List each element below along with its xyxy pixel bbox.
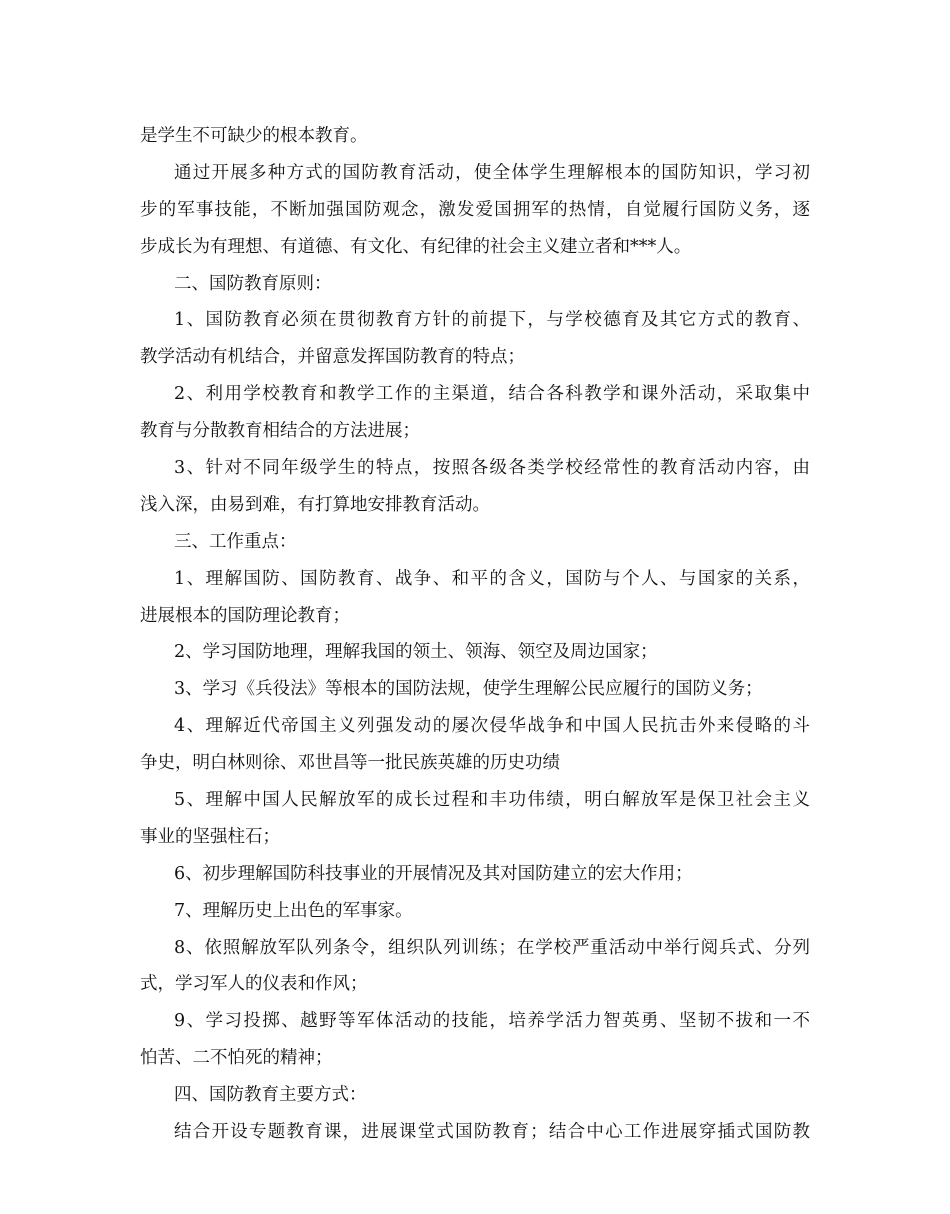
paragraph-line: 3、学习《兵役法》等根本的国防法规，使学生理解公民应履行的国防义务； — [174, 679, 763, 700]
paragraph-line: 结合开设专题教育课，进展课堂式国防教育；结合中心工作进展穿插式国防教 — [174, 1122, 810, 1143]
paragraph-line: 步的军事技能，不断加强国防观念，激发爱国拥军的热情，自觉履行国防义务，逐 — [140, 199, 810, 220]
paragraph-line: 7、理解历史上出色的军事家。 — [174, 900, 413, 921]
section-heading: 四、国防教育主要方式： — [174, 1085, 367, 1106]
paragraph-line: 怕苦、二不怕死的精神； — [140, 1048, 333, 1069]
paragraph-line: 3、针对不同年级学生的特点，按照各级各类学校经常性的教育活动内容，由 — [174, 458, 810, 479]
paragraph-line: 教育与分散教育相结合的方法进展； — [140, 421, 420, 442]
section-heading: 三、工作重点： — [174, 531, 297, 552]
paragraph-line: 步成长为有理想、有道德、有文化、有纪律的社会主义建立者和***人。 — [140, 236, 692, 257]
paragraph-line: 式，学习军人的仪表和作风； — [140, 974, 368, 995]
section-heading: 二、国防教育原则： — [174, 273, 332, 294]
paragraph-line: 9、学习投掷、越野等军体活动的技能，培养学活力智英勇、坚韧不拔和一不 — [174, 1011, 810, 1032]
paragraph-line: 是学生不可缺少的根本教育。 — [140, 126, 368, 146]
paragraph-line: 2、利用学校教育和教学工作的主渠道，结合各科教学和课外活动，采取集中 — [174, 384, 810, 405]
paragraph-line: 通过开展多种方式的国防教育活动，使全体学生理解根本的国防知识，学习初 — [174, 162, 810, 183]
paragraph-line: 8、依照解放军队列条令，组织队列训练；在学校严重活动中举行阅兵式、分列 — [174, 937, 810, 958]
paragraph-line: 浅入深，由易到难，有打算地安排教育活动。 — [140, 494, 490, 515]
document-body — [140, 118, 810, 1151]
paragraph-line: 教学活动有机结合，并留意发挥国防教育的特点； — [140, 347, 525, 368]
paragraph-line: 事业的坚强柱石； — [140, 826, 280, 847]
paragraph-line: 4、理解近代帝国主义列强发动的屡次侵华战争和中国人民抗击外来侵略的斗 — [174, 716, 810, 737]
paragraph-line: 1、国防教育必须在贯彻教育方针的前提下，与学校德育及其它方式的教育、 — [174, 310, 810, 331]
paragraph-line: 争史，明白林则徐、邓世昌等一批民族英雄的历史功绩 — [140, 753, 560, 774]
paragraph-line: 2、学习国防地理，理解我国的领土、领海、领空及周边国家； — [174, 642, 658, 663]
paragraph-line: 1、理解国防、国防教育、战争、和平的含义，国防与个人、与国家的关系， — [174, 568, 810, 589]
paragraph-line: 5、理解中国人民解放军的成长过程和丰功伟绩，明白解放军是保卫社会主义 — [174, 790, 810, 811]
paragraph-line: 6、初步理解国防科技事业的开展情况及其对国防建立的宏大作用； — [174, 863, 693, 884]
paragraph-line: 进展根本的国防理论教育； — [140, 605, 350, 626]
